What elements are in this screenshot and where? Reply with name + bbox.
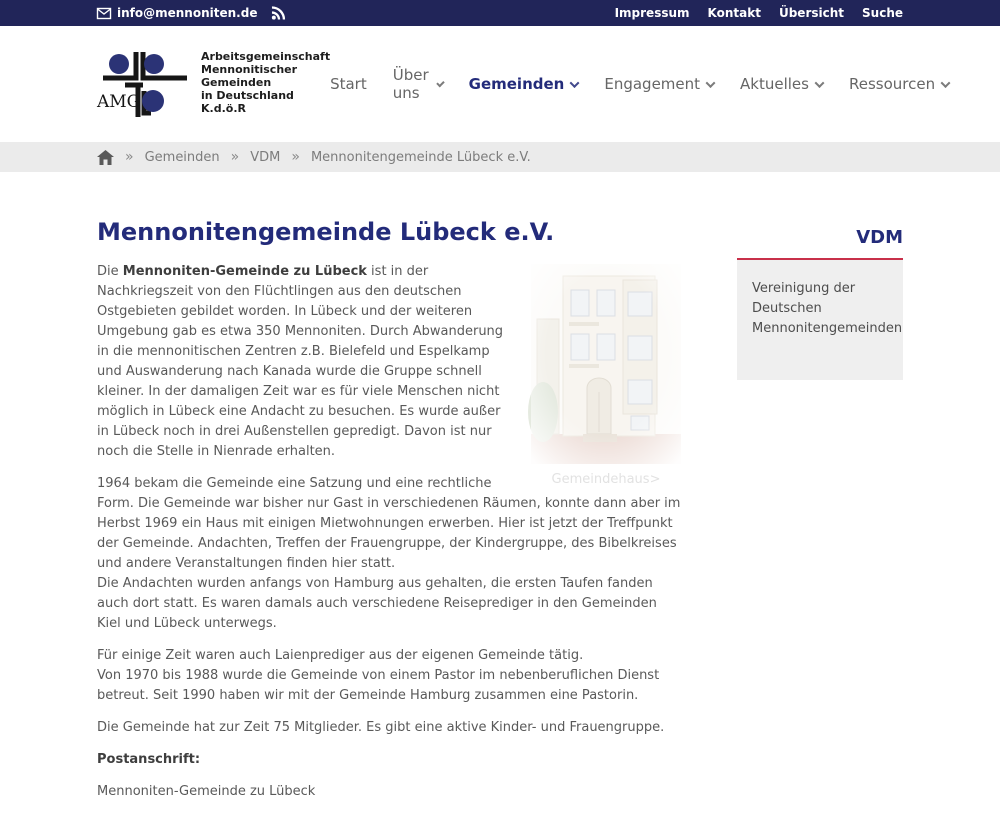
nav-label: Gemeinden <box>468 75 565 93</box>
chevron-down-icon <box>706 78 716 88</box>
chevron-down-icon <box>815 78 825 88</box>
svg-text:AMG: AMG <box>97 91 141 112</box>
text: 1964 bekam die Gemeinde eine Satzung und eine rechtliche Form. Die Gemeinde war bisher nur Gast in verschiedenen Räumen, konnte dann aber im Herbst 1969 ein Haus mit einigen Mietwohnungen erwerben. Hier ist jetzt der Treffpunkt der Gemeinde. Andachten, Treffen der Frauengruppe, der Kindergruppe, des Bibelkreises und andere Veranstaltungen finden hier statt. <box>97 476 681 571</box>
breadcrumb-bar <box>0 142 1000 172</box>
topbar-links <box>615 6 903 20</box>
breadcrumb <box>97 142 903 172</box>
nav-label: Engagement <box>604 75 701 93</box>
page-title: Mennonitengemeinde Lübeck e.V. <box>97 218 555 246</box>
bold-text: Postanschrift: <box>97 752 201 767</box>
text: Die Andachten wurden anfangs von Hamburg aus gehalten, die ersten Taufen fanden auch dort statt. Es waren damals auch verschiedene Reiseprediger in den Gemeinden Kiel und Lübeck unterwegs. <box>97 576 657 631</box>
email-link[interactable] <box>97 6 257 20</box>
nav-item-aktuelles[interactable] <box>740 75 823 93</box>
amg-cross-logo-icon <box>97 51 191 119</box>
nav-label: Über uns <box>392 66 429 102</box>
site-header <box>0 26 1000 142</box>
gemeindehaus-image[interactable] <box>531 264 681 464</box>
nav-item-engagement[interactable] <box>604 75 714 93</box>
text: Die <box>97 264 123 279</box>
bold-text: Mennoniten-Gemeinde zu Lübeck <box>122 264 367 279</box>
topbar-link-suche[interactable]: Suche <box>862 6 903 20</box>
nav-label: Start <box>330 75 367 93</box>
topbar-link-kontakt[interactable]: Kontakt <box>707 6 761 20</box>
paragraph-3 <box>97 646 681 706</box>
logo-line-3: in Deutschland K.d.ö.R <box>201 88 294 115</box>
nav-item-gemeinden[interactable] <box>469 75 579 93</box>
breadcrumb-separator: » <box>125 149 134 165</box>
main-content <box>97 172 903 814</box>
text: ist in der Nachkriegszeit von den Flüchtlingen aus den deutschen Ostgebieten gebildet worden. In Lübeck und der weiteren Umgebung gab es etwa 350 Mennoniten. Durch Abwanderung in die mennonitischen Zentren z.B. Bielefeld und Espelkamp und Auswanderung nach Kanada wurde die Gruppe schnell kleiner. In der damaligen Zeit war es für viele Menschen nicht möglich in Lübeck eine Andacht zu besuchen. Es wurde außer in Lübeck noch in drei Außenstellen gepredigt. Davon ist nur noch die Stelle in Nienrade erhalten. <box>97 264 504 459</box>
top-bar <box>0 0 1000 26</box>
paragraph-postanschrift <box>97 750 681 770</box>
envelope-icon <box>97 8 111 19</box>
vdm-sidebar-link[interactable] <box>737 258 903 380</box>
topbar-link-impressum[interactable]: Impressum <box>614 6 690 20</box>
nav-item-ressourcen[interactable] <box>849 75 949 93</box>
topbar-link-uebersicht[interactable]: Übersicht <box>778 6 845 20</box>
breadcrumb-home-link[interactable] <box>97 150 114 165</box>
nav-item-ueber-uns[interactable] <box>393 66 443 102</box>
logo-line-1: Arbeitsgemeinschaft <box>201 49 331 63</box>
nav-label: Aktuelles <box>740 75 809 93</box>
breadcrumb-vdm[interactable]: VDM <box>250 149 281 165</box>
email-text: info@mennoniten.de <box>117 6 258 20</box>
article <box>97 172 681 814</box>
sidebar-link-label: Vereinigung der Deutschen Mennonitengemeinden <box>752 281 903 336</box>
logo-line-2: Mennonitischer Gemeinden <box>201 62 298 89</box>
paragraph-4: Die Gemeinde hat zur Zeit 75 Mitglieder. Es gibt eine aktive Kinder- und Frauengruppe. <box>97 720 665 735</box>
sidebar-title: VDM <box>856 227 903 248</box>
breadcrumb-gemeinden[interactable]: Gemeinden <box>144 149 220 165</box>
nav-label: Ressourcen <box>848 75 936 93</box>
image-caption-link[interactable]: Gemeindehaus> <box>551 472 661 487</box>
sidebar <box>737 172 903 380</box>
nav-item-start[interactable] <box>330 75 367 93</box>
chevron-down-icon <box>941 78 951 88</box>
rss-icon <box>271 6 286 20</box>
home-icon <box>97 150 114 165</box>
breadcrumb-separator: » <box>291 149 300 165</box>
main-nav <box>330 66 949 102</box>
text: Für einige Zeit waren auch Laienprediger aus der eigenen Gemeinde tätig. <box>97 648 584 663</box>
logo-wordmark <box>201 50 330 119</box>
gemeindehaus-figure <box>531 264 681 487</box>
chevron-down-icon <box>436 78 444 86</box>
text: Von 1970 bis 1988 wurde die Gemeinde von einem Pastor im nebenberuflichen Dienst betreut. Seit 1990 haben wir mit der Gemeinde Hamburg zusammen eine Pastorin. <box>97 668 660 703</box>
chevron-down-icon <box>570 78 580 88</box>
breadcrumb-separator: » <box>230 149 240 165</box>
breadcrumb-current: Mennonitengemeinde Lübeck e.V. <box>310 149 531 165</box>
rss-link[interactable] <box>271 6 286 20</box>
paragraph-2 <box>97 474 681 634</box>
paragraph-address: Mennoniten-Gemeinde zu Lübeck <box>97 784 316 799</box>
site-logo[interactable] <box>97 50 330 119</box>
